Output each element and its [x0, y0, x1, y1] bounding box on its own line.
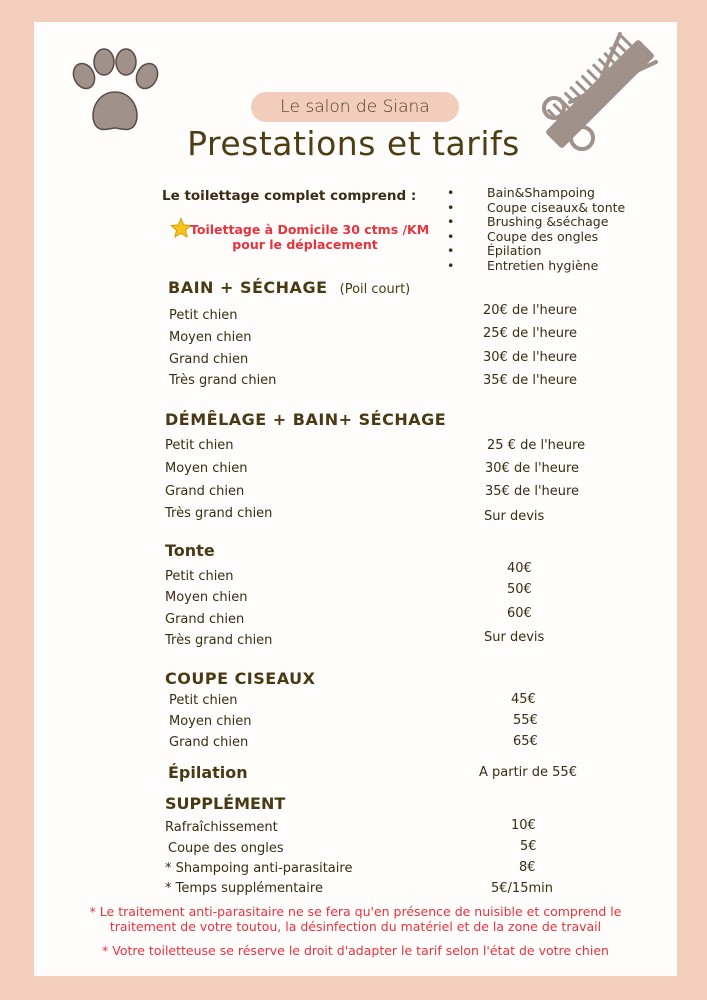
home-service-line2: pour le déplacement — [232, 237, 378, 252]
list-item: • Coupe ciseaux& tonte — [447, 199, 626, 215]
section-title-supplement: SUPPLÉMENT — [165, 794, 286, 813]
row-label: Petit chien — [165, 569, 234, 584]
row-price: 5€/15min — [491, 881, 553, 896]
row-label: * Temps supplémentaire — [165, 881, 323, 896]
row-price: 65€ — [513, 734, 538, 749]
row-price: 55€ — [513, 713, 538, 728]
row-label: Grand chien — [169, 735, 249, 750]
row-price: Sur devis — [484, 509, 545, 524]
section-title-coupe: COUPE CISEAUX — [165, 669, 316, 688]
row-price: 25 € de l'heure — [487, 438, 586, 453]
list-item: • Entretien hygiène — [447, 257, 599, 273]
row-price: 35€ de l'heure — [485, 484, 580, 499]
row-label: Très grand chien — [165, 506, 273, 521]
row-label: Grand chien — [165, 484, 245, 499]
star-icon — [170, 217, 192, 239]
row-price: 45€ — [511, 692, 536, 707]
list-item: • Coupe des ongles — [447, 228, 599, 244]
row-label: Coupe des ongles — [168, 841, 284, 856]
section-title-demelage: DÉMÊLAGE + BAIN+ SÉCHAGE — [165, 410, 447, 429]
footnote-tarif: * Votre toiletteuse se réserve le droit d'adapter le tarif selon l'état de votre chien — [102, 943, 609, 958]
footnote-antiparasitaire — [34, 904, 677, 934]
row-label: Moyen chien — [165, 590, 248, 605]
row-label: Très grand chien — [169, 373, 277, 388]
row-price: 25€ de l'heure — [483, 326, 578, 341]
row-label: Moyen chien — [165, 461, 248, 476]
row-label: Petit chien — [165, 438, 234, 453]
section-note: (Poil court) — [339, 282, 411, 297]
row-price: Sur devis — [484, 630, 545, 645]
included-services-list — [447, 186, 625, 273]
row-label: Petit chien — [169, 693, 238, 708]
row-price: 50€ — [507, 582, 532, 597]
section-title-epilation: Épilation — [168, 763, 248, 782]
row-label: Rafraîchissement — [165, 820, 278, 835]
row-price: 40€ — [507, 561, 532, 576]
row-label: * Shampoing anti-parasitaire — [165, 861, 353, 876]
section-title-bain: BAIN + SÉCHAGE (Poil court) — [168, 278, 411, 297]
list-item: • Brushing &séchage — [447, 214, 609, 229]
row-price: 30€ de l'heure — [483, 350, 578, 365]
row-price: 10€ — [511, 818, 536, 833]
row-price: 30€ de l'heure — [485, 461, 580, 476]
row-label: Très grand chien — [165, 633, 273, 648]
row-label: Moyen chien — [169, 330, 252, 345]
list-item: • Bain&Shampoing — [447, 185, 595, 200]
home-service-line1: Toilettage à Domicile 30 ctms /KM — [190, 222, 430, 237]
row-price: 5€ — [520, 839, 537, 854]
footnote-line1: * Le traitement anti-parasitaire ne se fera qu'en présence de nuisible et comprend le — [89, 904, 622, 919]
salon-name-badge: Le salon de Siana — [251, 92, 459, 122]
epilation-price: A partir de 55€ — [479, 765, 577, 780]
home-service-note — [190, 222, 430, 252]
row-price: 8€ — [519, 860, 536, 875]
row-price: 60€ — [507, 606, 532, 621]
intro-heading: Le toilettage complet comprend : — [162, 188, 417, 204]
section-title-tonte: Tonte — [165, 541, 215, 560]
row-price: 35€ de l'heure — [483, 373, 578, 388]
row-price: 20€ de l'heure — [483, 303, 578, 318]
list-item: • Épilation — [447, 243, 542, 258]
row-label: Moyen chien — [169, 714, 252, 729]
menu-page — [34, 22, 677, 976]
row-label: Grand chien — [169, 352, 249, 367]
page-title: Prestations et tarifs — [187, 124, 520, 163]
row-label: Petit chien — [169, 308, 238, 323]
footnote-line2: traitement de votre toutou, la désinfection du matériel et de la zone de travail — [109, 919, 602, 934]
row-label: Grand chien — [165, 612, 245, 627]
